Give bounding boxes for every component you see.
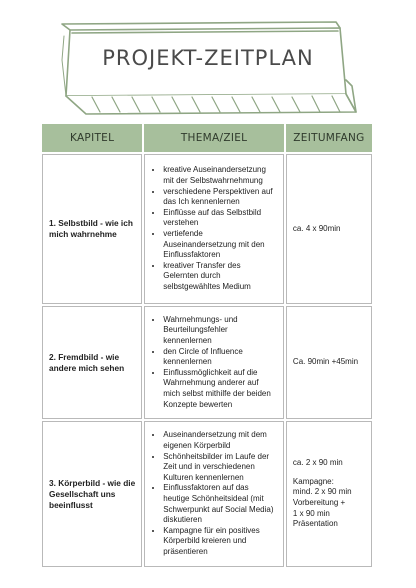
list-item: • Schönheitsbilder im Laufe der Zeit und in verschiedenen Kulturen kennenlernen (163, 452, 277, 484)
list-item: • verschiedene Perspektiven auf das Ich kennenlernen (163, 187, 277, 208)
list-item: • vertiefende Auseinandersetzung mit den Einflussfaktoren (163, 229, 277, 261)
list-item: • den Circle of Influence kennenlernen (163, 347, 277, 368)
kapitel-cell: 2. Fremdbild - wie andere mich sehen (42, 306, 142, 419)
thema-cell (144, 306, 284, 419)
thema-cell (144, 154, 284, 304)
list-item: • kreativer Transfer des Gelernten durch selbstgewähltes Medium (163, 261, 277, 293)
zeit-cell (286, 306, 372, 419)
zeit-cell (286, 421, 372, 567)
zeit-line: Kampagne: (292, 476, 334, 486)
table-row (42, 421, 372, 567)
header-thema: THEMA/ZIEL (144, 124, 284, 152)
list-item: • kreative Auseinandersetzung mit der Selbstwahrnehmung (163, 165, 277, 186)
zeit-line: Präsentation (292, 519, 338, 529)
list-item: • Auseinandersetzung mit dem eigenen Körperbild (163, 430, 277, 451)
zeit-line: ca. 2 x 90 min (292, 458, 343, 468)
list-item: • Einflussfaktoren auf das heutige Schönheitsideal (mit Schwerpunkt auf Social Media) diskutieren (163, 483, 277, 525)
list-item: • Kampagne für ein positives Körperbild kreieren und präsentieren (163, 526, 277, 558)
table-row (42, 306, 372, 419)
thema-cell (144, 421, 284, 567)
schedule-table (40, 122, 374, 569)
zeit-line: Ca. 90min +45min (292, 357, 359, 367)
table-row (42, 154, 372, 304)
zeit-line: mind. 2 x 90 min (292, 487, 352, 497)
list-item: • Einflüsse auf das Selbstbild verstehen (163, 208, 277, 229)
header-kapitel: KAPITEL (42, 124, 142, 152)
zeit-line: Vorbereitung + (292, 498, 346, 507)
header-zeitumfang: ZEITUMFANG (286, 124, 372, 152)
list-item: • Einflussmöglichkeit auf die Wahrnehmung anderer auf mich selbst mithilfe der beiden Konzepte bewerten (163, 368, 277, 410)
zeit-cell (286, 154, 372, 304)
page-title: PROJEKT-ZEITPLAN (102, 46, 314, 70)
list-item: • Wahrnehmungs- und Beurteilungsfehler kennenlernen (163, 315, 277, 347)
zeit-line: 1 x 90 min (292, 508, 330, 518)
zeit-line: ca. 4 x 90min (292, 223, 341, 233)
kapitel-cell: 1. Selbstbild - wie ich mich wahrnehme (42, 154, 142, 304)
kapitel-cell: 3. Körperbild - wie die Gesellschaft uns beeinflusst (42, 421, 142, 567)
